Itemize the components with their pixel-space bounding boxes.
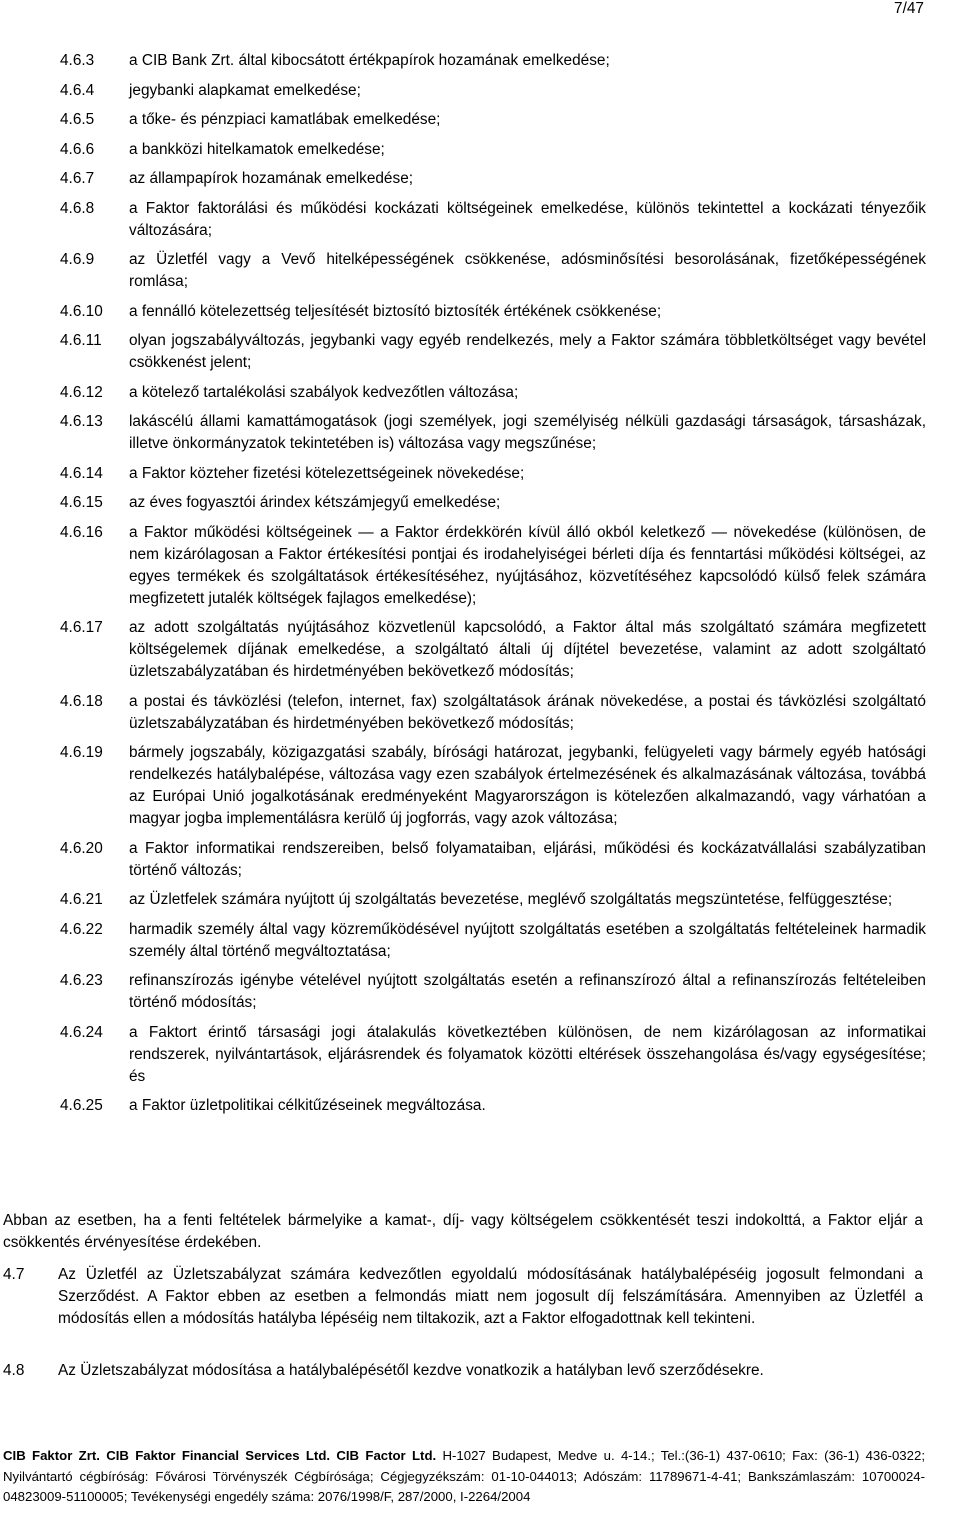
list-item xyxy=(60,691,926,735)
item-number: 4.6.11 xyxy=(60,332,102,349)
item-number: 4.6.24 xyxy=(60,1023,103,1041)
list-item xyxy=(60,1095,926,1117)
item-text: olyan jogszabályváltozás, jegybanki vagy egyéb rendelkezés, mely a Faktor számára többletköltséget vagy bevétel csökkenést jelent; xyxy=(129,332,926,371)
item-number: 4.6.14 xyxy=(60,464,103,482)
item-text: a postai és távközlési (telefon, internet, fax) szolgáltatások árának növekedése, a postai és távközlési szolgáltató üzletszabályzatában és hirdetményében bekövetkező módosítás; xyxy=(129,692,926,732)
item-text: a tőke- és pénzpiaci kamatlábak emelkedése; xyxy=(129,111,441,128)
item-list xyxy=(60,50,926,1125)
item-number: 4.6.23 xyxy=(60,972,103,989)
section-number: 4.8 xyxy=(3,1362,25,1379)
list-item xyxy=(60,198,926,242)
item-text: a Faktort érintő társasági jogi átalakulás következtében különösen, de nem kizárólagosan az informatikai rendszerek, nyilvántartások, eljárásrendek és folyamatok közötti eltérések összehangolása és/vagy egységesítése; és xyxy=(129,1023,926,1085)
item-number: 4.6.21 xyxy=(60,891,103,908)
item-number: 4.6.9 xyxy=(60,251,95,268)
page-number: 7/47 xyxy=(894,0,924,17)
section-4-7 xyxy=(3,1264,923,1330)
list-item xyxy=(60,109,926,131)
list-item xyxy=(60,80,926,102)
list-item xyxy=(60,249,926,293)
item-number: 4.6.17 xyxy=(60,619,103,636)
item-number: 4.6.4 xyxy=(60,81,95,99)
item-text: harmadik személy által vagy közreműködésével nyújtott szolgáltatás esetében a szolgáltatás feltételeinek harmadik személy által történő megváltoztatása; xyxy=(129,920,926,960)
item-text: a Faktor faktorálási és működési kockázati költségeinek emelkedése, különös tekintettel a kockázati tényezőik változására; xyxy=(129,199,926,239)
list-item xyxy=(60,617,926,683)
closing-paragraph: Abban az esetben, ha a fenti feltételek bármelyike a kamat-, díj- vagy költségelem csökkentését teszi indokolttá, a Faktor eljár a csökkentés érvényesítése érdekében. xyxy=(3,1212,923,1251)
list-item xyxy=(60,838,926,882)
item-text: a fennálló kötelezettség teljesítését biztosító biztosíték értékének csökkenése; xyxy=(129,302,662,320)
item-text: lakáscélú állami kamattámogatások (jogi személyek, jogi személyiség nélküli gazdasági társaságok, társasházak, illetve önkormányzatok tekintetében is) változása vagy megszűnése; xyxy=(129,413,926,452)
item-text: a Faktor közteher fizetési kötelezettségeinek növekedése; xyxy=(129,464,525,482)
list-item xyxy=(60,522,926,610)
list-item xyxy=(60,50,926,72)
item-number: 4.6.5 xyxy=(60,111,95,128)
item-text: az Üzletfelek számára nyújtott új szolgáltatás bevezetése, meglévő szolgáltatás megszüntetése, felfüggesztése; xyxy=(129,891,893,908)
section-text: Az Üzletfél az Üzletszabályzat számára kedvezőtlen egyoldalú módosításának hatálybalépéséig jogosult felmondani a Szerződést. A Faktor ebben az esetben a felmondás miatt nem jogosult díj felszámítására. Amennyiben az Üzletfél a módosítás ellen a módosítás hatályba lépéséig nem tiltakozik, azt a Faktor elfogadottnak kell tekinteni. xyxy=(58,1266,923,1327)
item-number: 4.6.22 xyxy=(60,920,103,938)
item-text: a Faktor működési költségeinek ― a Faktor érdekkörén kívül álló okból keletkező ― növekedése (különösen, de nem kizárólagosan a Faktor értékesítési pontjai és irodahelyiségei bérleti díja és fenntartási működési költségei, az egyes termékek és szolgáltatások értékesítéséhez, nyújtásához, közvetítéséhez kapcsolódó külső felek számára megfizetett jutalék költségek fajlagos emelkedése); xyxy=(129,523,926,607)
list-item xyxy=(60,1022,926,1088)
list-item xyxy=(60,970,926,1014)
section-number: 4.7 xyxy=(3,1266,25,1283)
list-item xyxy=(60,330,926,374)
item-text: a CIB Bank Zrt. által kibocsátott értékpapírok hozamának emelkedése; xyxy=(129,52,610,69)
item-number: 4.6.15 xyxy=(60,494,103,511)
item-text: a kötelező tartalékolási szabályok kedvezőtlen változása; xyxy=(129,383,519,401)
list-item xyxy=(60,382,926,404)
item-number: 4.6.6 xyxy=(60,140,95,158)
item-number: 4.6.10 xyxy=(60,302,103,320)
list-item xyxy=(60,139,926,161)
item-text: az Üzletfél vagy a Vevő hitelképességének csökkenése, adósminősítési besorolásának, fizetőképességének romlása; xyxy=(129,251,926,290)
list-item xyxy=(60,742,926,830)
item-number: 4.6.3 xyxy=(60,52,95,69)
section-4-8 xyxy=(3,1360,923,1382)
item-number: 4.6.8 xyxy=(60,199,95,217)
item-number: 4.6.13 xyxy=(60,413,103,430)
item-number: 4.6.12 xyxy=(60,383,103,401)
footer xyxy=(3,1446,925,1508)
item-text: refinanszírozás igénybe vételével nyújtott szolgáltatás esetén a refinanszírozó által a refinanszírozás feltételeiben történő módosítás; xyxy=(129,972,926,1011)
section-text: Az Üzletszabályzat módosítása a hatálybalépésétől kezdve vonatkozik a hatályban levő szerződésekre. xyxy=(58,1362,764,1379)
item-text: az adott szolgáltatás nyújtásához közvetlenül kapcsolódó, a Faktor által más szolgáltató számára megfizetett költségelemek díjának emelkedése, a szolgáltató általi új díjtétel bevezetése, valamint az adott szolgáltató üzletszabályzatában és hirdetményében bekövetkező módosítás; xyxy=(129,619,926,680)
item-number: 4.6.19 xyxy=(60,744,103,761)
list-item xyxy=(60,168,926,190)
item-text: az éves fogyasztói árindex kétszámjegyű emelkedése; xyxy=(129,494,501,511)
item-text: a Faktor informatikai rendszereiben, belső folyamataiban, eljárási, működési és kockázatvállalási szabályzatiban történő változás; xyxy=(129,839,926,879)
item-text: a bankközi hitelkamatok emelkedése; xyxy=(129,140,385,158)
list-item xyxy=(60,463,926,485)
footer-details: H-1027 Budapest, Medve u. 4-14.; Tel.:(36-1) 437-0610; Fax: (36-1) 436-0322; Nyilvántartó cégbíróság: Fővárosi Törvényszék Cégbírósága; Cégjegyzékszám: 01-10-044013; Adószám: 11789671-4-41; Bankszámlaszám: 10700024-04823009-51100005; Tevékenységi engedély száma: 2076/1998/F, 287/2000, I-2264/2004 xyxy=(3,1448,925,1504)
item-number: 4.6.7 xyxy=(60,170,95,187)
item-number: 4.6.16 xyxy=(60,523,103,541)
item-text: a Faktor üzletpolitikai célkitűzéseinek megváltozása. xyxy=(129,1097,486,1114)
list-item xyxy=(60,919,926,963)
item-number: 4.6.18 xyxy=(60,692,103,710)
item-text: az állampapírok hozamának emelkedése; xyxy=(129,170,414,187)
list-item xyxy=(60,411,926,455)
item-number: 4.6.20 xyxy=(60,839,103,857)
item-text: bármely jogszabály, közigazgatási szabály, bírósági határozat, jegybanki, felügyeleti vagy bármely egyéb hatósági rendelkezés hatálybalépése, változása vagy ezen szabályok értelmezésének és alkalmazásának változása, továbbá az Európai Unió jogalkotásának eredményeként Magyarországon is kötelezően alkalmazandó, vagy várhatóan a magyar jogba implementálásra kerülő új jogforrás, vagy azok változása; xyxy=(129,744,926,827)
item-number: 4.6.25 xyxy=(60,1097,103,1114)
list-item xyxy=(60,301,926,323)
item-text: jegybanki alapkamat emelkedése; xyxy=(129,81,361,99)
footer-company: CIB Faktor Zrt. CIB Faktor Financial Services Ltd. CIB Factor Ltd. xyxy=(3,1448,437,1463)
list-item xyxy=(60,889,926,911)
list-item xyxy=(60,492,926,514)
